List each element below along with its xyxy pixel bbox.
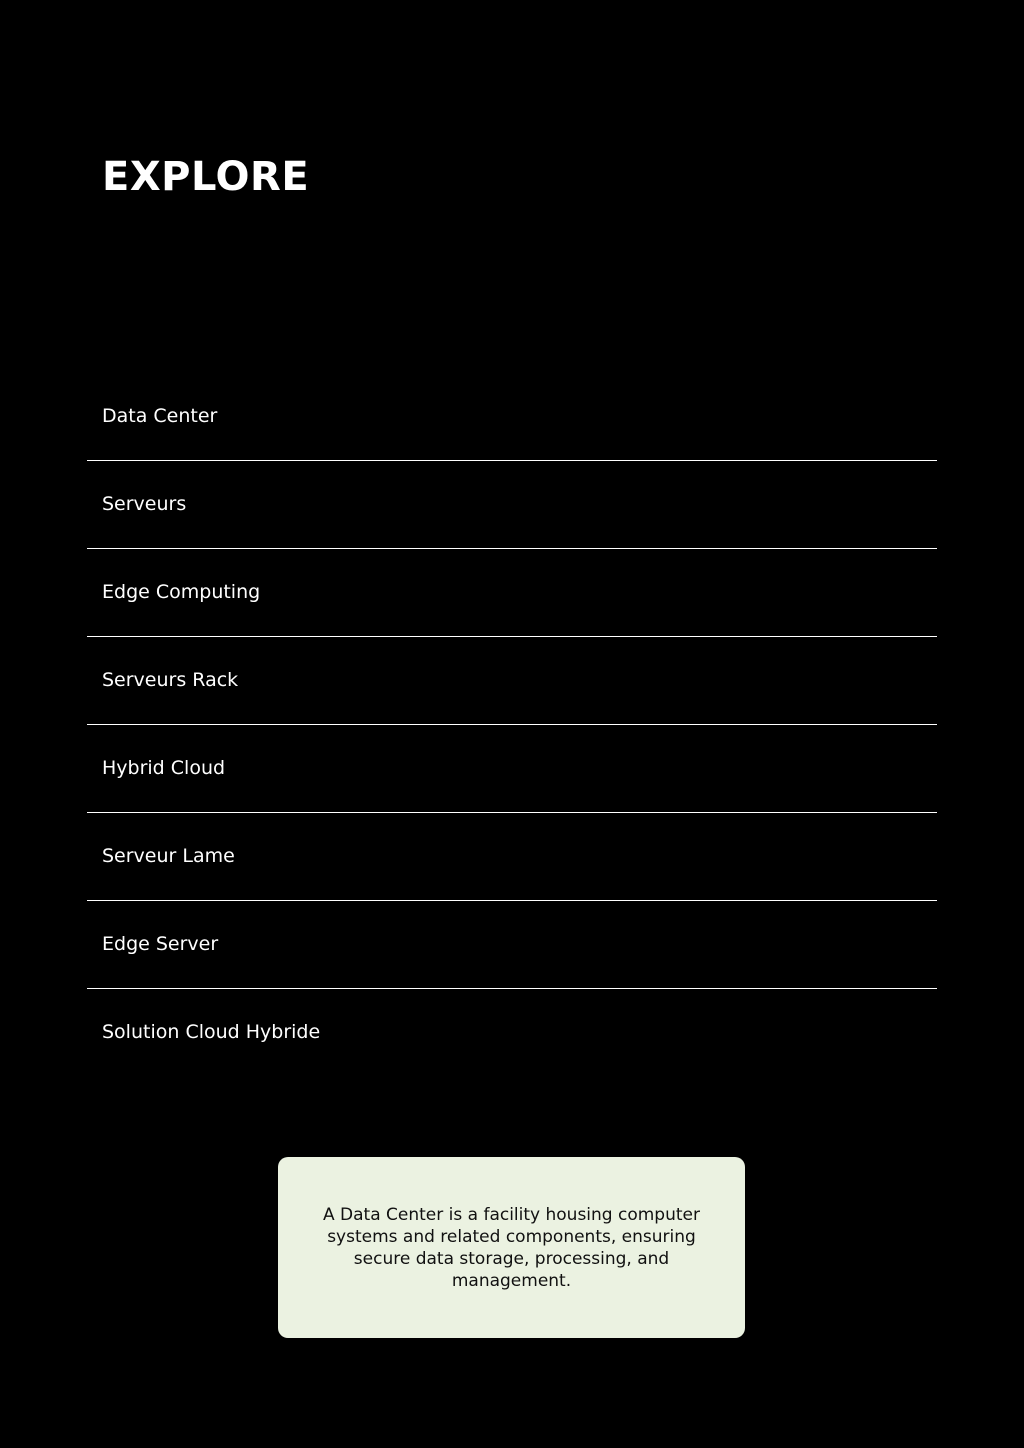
page-title: EXPLORE xyxy=(102,154,310,200)
list-item-hybrid-cloud[interactable] xyxy=(87,725,937,813)
list-item-label: Solution Cloud Hybride xyxy=(102,1021,321,1043)
list-item-data-center[interactable] xyxy=(87,373,937,461)
list-item-label: Hybrid Cloud xyxy=(102,757,226,779)
list-item-solution-cloud-hybride[interactable] xyxy=(87,989,937,1076)
list-item-label: Serveur Lame xyxy=(102,845,235,867)
list-item-label: Data Center xyxy=(102,405,218,427)
list-item-serveur-lame[interactable] xyxy=(87,813,937,901)
list-item-label: Serveurs Rack xyxy=(102,669,239,691)
list-item-edge-computing[interactable] xyxy=(87,549,937,637)
list-item-edge-server[interactable] xyxy=(87,901,937,989)
list-item-serveurs[interactable] xyxy=(87,461,937,549)
list-item-label: Serveurs xyxy=(102,493,187,515)
list-item-label: Edge Server xyxy=(102,933,219,955)
list-item-label: Edge Computing xyxy=(102,581,261,603)
explore-list xyxy=(87,373,937,1076)
info-card xyxy=(278,1157,745,1338)
list-item-serveurs-rack[interactable] xyxy=(87,637,937,725)
info-card-text: A Data Center is a facility housing computer systems and related components, ensuring secure data storage, processing, and management. xyxy=(323,1204,700,1291)
